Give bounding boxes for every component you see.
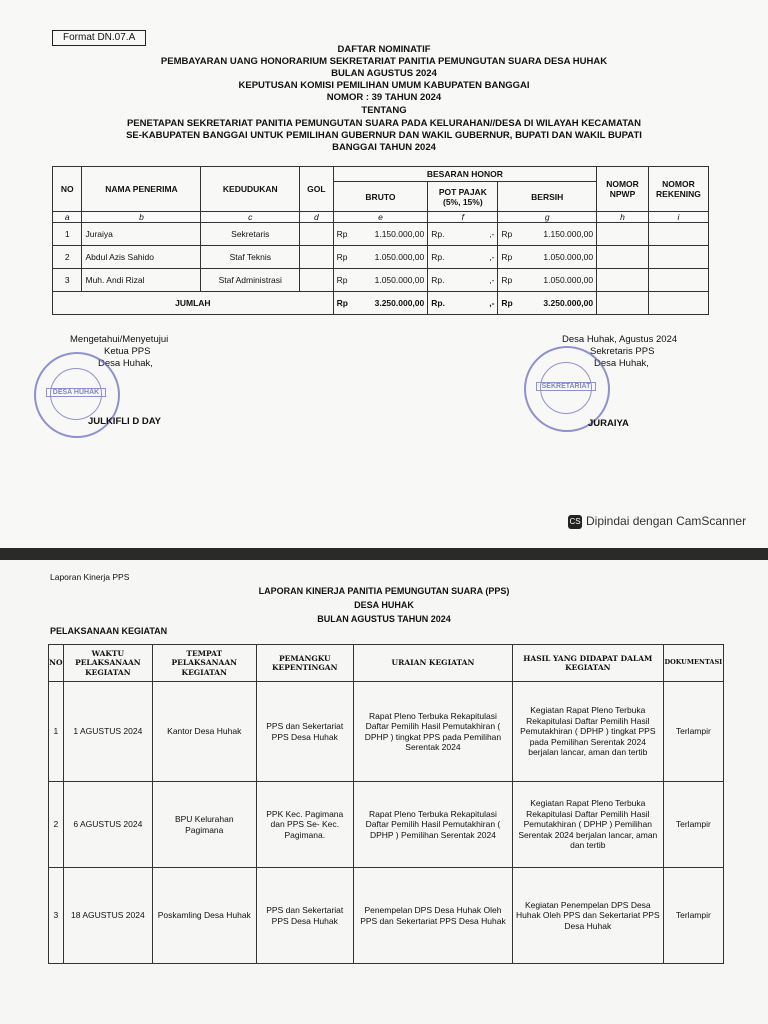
total-rp: Rp (333, 292, 354, 315)
col-no: NO (49, 645, 64, 682)
row-kedudukan: Staf Teknis (201, 246, 300, 269)
row-npwp (597, 223, 649, 246)
total-row (53, 292, 709, 315)
table-row (49, 682, 724, 782)
row-tempat: BPU Kelurahan Pagimana (152, 782, 256, 868)
row-gol (300, 269, 334, 292)
sign-right-line3: Desa Huhak, (594, 358, 649, 369)
col-rekening: NOMOR REKENING (648, 167, 708, 212)
header-line-4: KEPUTUSAN KOMISI PEMILIHAN UMUM KABUPATEN BANGGAI (238, 80, 530, 91)
row-rp: Rp (498, 223, 519, 246)
row-tempat: Kantor Desa Huhak (152, 682, 256, 782)
row-rp: Rp (498, 246, 519, 269)
row-hasil: Kegiatan Rapat Pleno Terbuka Rekapitulasi Daftar Pemilih Hasil Pemutakhiran ( DPHP ) Pemilihan Serentak 2024 berjalan lancar, aman dan tertib (512, 782, 663, 868)
row-pot: ,- (457, 269, 498, 292)
row-gol (300, 223, 334, 246)
col-bruto: BRUTO (333, 182, 428, 212)
col-npwp: NOMOR NPWP (597, 167, 649, 212)
row-pot: ,- (457, 223, 498, 246)
row-waktu: 1 AGUSTUS 2024 (63, 682, 152, 782)
row-pot: ,- (457, 246, 498, 269)
row-npwp (597, 269, 649, 292)
row-rp: Rp. (428, 246, 457, 269)
stamp-left-text: DESA HUHAK (46, 388, 106, 397)
row-no: 3 (49, 868, 64, 964)
title-line-3: BULAN AGUSTUS TAHUN 2024 (317, 614, 451, 624)
camscanner-icon: CS (568, 515, 582, 529)
total-label: JUMLAH (53, 292, 334, 315)
letter-g: g (498, 212, 597, 223)
col-uraian: URAIAN KEGIATAN (353, 645, 512, 682)
row-npwp (597, 246, 649, 269)
row-nama: Abdul Azis Sahido (82, 246, 201, 269)
letter-b: b (82, 212, 201, 223)
col-tempat: TEMPAT PELAKSANAAN KEGIATAN (152, 645, 256, 682)
corner-label: Laporan Kinerja PPS (50, 572, 130, 582)
row-bersih: 1.150.000,00 (519, 223, 597, 246)
camscanner-watermark (568, 514, 746, 529)
row-no: 3 (53, 269, 82, 292)
row-rp: Rp (498, 269, 519, 292)
row-kedudukan: Staf Administrasi (201, 269, 300, 292)
total-rekening (648, 292, 708, 315)
row-uraian: Rapat Pleno Terbuka Rekapitulasi Daftar Pemilih Hasil Pemutakhiran ( DPHP ) Pemilihan Serentak 2024 (353, 782, 512, 868)
col-pot-pajak: POT PAJAK (5%, 15%) (428, 182, 498, 212)
col-gol: GOL (300, 167, 334, 212)
row-tempat: Poskamling Desa Huhak (152, 868, 256, 964)
table-row (53, 223, 709, 246)
total-rp: Rp (498, 292, 519, 315)
title-line-2: DESA HUHAK (354, 600, 414, 610)
sign-right-line1: Desa Huhak, Agustus 2024 (562, 334, 678, 345)
row-bruto: 1.050.000,00 (354, 246, 428, 269)
honorarium-table (52, 166, 709, 315)
col-pemangku: PEMANGKU KEPENTINGAN (256, 645, 353, 682)
sign-left-line3: Desa Huhak, (98, 358, 153, 369)
row-bersih: 1.050.000,00 (519, 269, 597, 292)
header-line-2: PEMBAYARAN UANG HONORARIUM SEKRETARIAT PANITIA PEMUNGUTAN SUARA DESA HUHAK (160, 56, 608, 67)
row-rp: Rp (333, 246, 354, 269)
col-dokumentasi: DOKUMENTASI (663, 645, 723, 682)
stamp-right-text: SEKRETARIAT (536, 382, 596, 391)
header-line-5: NOMOR : 39 TAHUN 2024 (326, 92, 442, 103)
col-waktu: WAKTU PELAKSANAAN KEGIATAN (63, 645, 152, 682)
row-bruto: 1.050.000,00 (354, 269, 428, 292)
row-no: 1 (53, 223, 82, 246)
col-hasil: HASIL YANG DIDAPAT DALAM KEGIATAN (512, 645, 663, 682)
row-waktu: 6 AGUSTUS 2024 (63, 782, 152, 868)
sign-left-name: JULKIFLI D DAY (88, 416, 162, 427)
table-row (49, 868, 724, 964)
row-bruto: 1.150.000,00 (354, 223, 428, 246)
row-no: 2 (49, 782, 64, 868)
row-rekening (648, 246, 708, 269)
letter-f: f (428, 212, 498, 223)
row-dokumentasi: Terlampir (663, 868, 723, 964)
letter-c: c (201, 212, 300, 223)
total-rp: Rp. (428, 292, 457, 315)
row-rekening (648, 269, 708, 292)
title-line-1: LAPORAN KINERJA PANITIA PEMUNGUTAN SUARA (PPS) (258, 586, 510, 596)
sign-left-line2: Ketua PPS (104, 346, 151, 357)
row-kedudukan: Sekretaris (201, 223, 300, 246)
row-no: 1 (49, 682, 64, 782)
format-label: Format DN.07.A (52, 30, 146, 46)
total-bruto: 3.250.000,00 (354, 292, 428, 315)
row-hasil: Kegiatan Rapat Pleno Terbuka Rekapitulasi Daftar Pemilih Hasil Pemutakhiran ( DPHP ) tingkat PPS pada Pemilihan Serentak 2024 berjalan lancar, aman dan tertib (512, 682, 663, 782)
sign-right-line2: Sekretaris PPS (590, 346, 655, 357)
activity-table (48, 644, 724, 964)
row-waktu: 18 AGUSTUS 2024 (63, 868, 152, 964)
letter-e: e (333, 212, 428, 223)
row-bersih: 1.050.000,00 (519, 246, 597, 269)
row-gol (300, 246, 334, 269)
letter-i: i (648, 212, 708, 223)
table-row (53, 246, 709, 269)
header-line-1: DAFTAR NOMINATIF (337, 44, 431, 55)
row-hasil: Kegiatan Penempelan DPS Desa Huhak Oleh PPS dan Sekertariat PPS Desa Huhak (512, 868, 663, 964)
row-uraian: Rapat Pleno Terbuka Rekapitulasi Daftar Pemilih Hasil Pemutakhiran ( DPHP ) tingkat PPS pada Pemilihan Serentak 2024 (353, 682, 512, 782)
camscanner-label: Dipindai dengan CamScanner (586, 514, 747, 528)
sign-right-name: JURAIYA (588, 418, 629, 429)
row-nama: Muh. Andi Rizal (82, 269, 201, 292)
total-npwp (597, 292, 649, 315)
header-line-9: BANGGAI TAHUN 2024 (332, 142, 436, 153)
document-page-2 (0, 560, 768, 1024)
row-pemangku: PPS dan Sekertariat PPS Desa Huhak (256, 682, 353, 782)
row-pemangku: PPK Kec. Pagimana dan PPS Se- Kec. Pagimana. (256, 782, 353, 868)
row-no: 2 (53, 246, 82, 269)
row-dokumentasi: Terlampir (663, 682, 723, 782)
row-rp: Rp (333, 223, 354, 246)
header-line-7: PENETAPAN SEKRETARIAT PANITIA PEMUNGUTAN SUARA PADA KELURAHAN//DESA DI WILAYAH KECAMATAN (126, 118, 642, 129)
col-kedudukan: KEDUDUKAN (201, 167, 300, 212)
row-rp: Rp. (428, 269, 457, 292)
col-nama: NAMA PENERIMA (82, 167, 201, 212)
row-uraian: Penempelan DPS Desa Huhak Oleh PPS dan Sekertariat PPS Desa Huhak (353, 868, 512, 964)
total-pot: ,- (457, 292, 498, 315)
table-row (49, 782, 724, 868)
section-title: PELAKSANAAN KEGIATAN (50, 626, 168, 636)
header-line-8: SE-KABUPATEN BANGGAI UNTUK PEMILIHAN GUBERNUR DAN WAKIL GUBERNUR, BUPATI DAN WAKIL BUPATI (126, 130, 642, 141)
row-nama: Juraiya (82, 223, 201, 246)
header-line-6: TENTANG (361, 105, 407, 116)
row-dokumentasi: Terlampir (663, 782, 723, 868)
col-bersih: BERSIH (498, 182, 597, 212)
row-pemangku: PPS dan Sekertariat PPS Desa Huhak (256, 868, 353, 964)
sign-left-line1: Mengetahui/Menyetujui (70, 334, 169, 345)
col-besaran-honor: BESARAN HONOR (333, 167, 596, 182)
col-no: NO (53, 167, 82, 212)
letter-a: a (53, 212, 82, 223)
row-rekening (648, 223, 708, 246)
letter-d: d (300, 212, 334, 223)
letter-h: h (597, 212, 649, 223)
header-line-3: BULAN AGUSTUS 2024 (331, 68, 437, 79)
table-row (53, 269, 709, 292)
total-bersih: 3.250.000,00 (519, 292, 597, 315)
row-rp: Rp. (428, 223, 457, 246)
row-rp: Rp (333, 269, 354, 292)
